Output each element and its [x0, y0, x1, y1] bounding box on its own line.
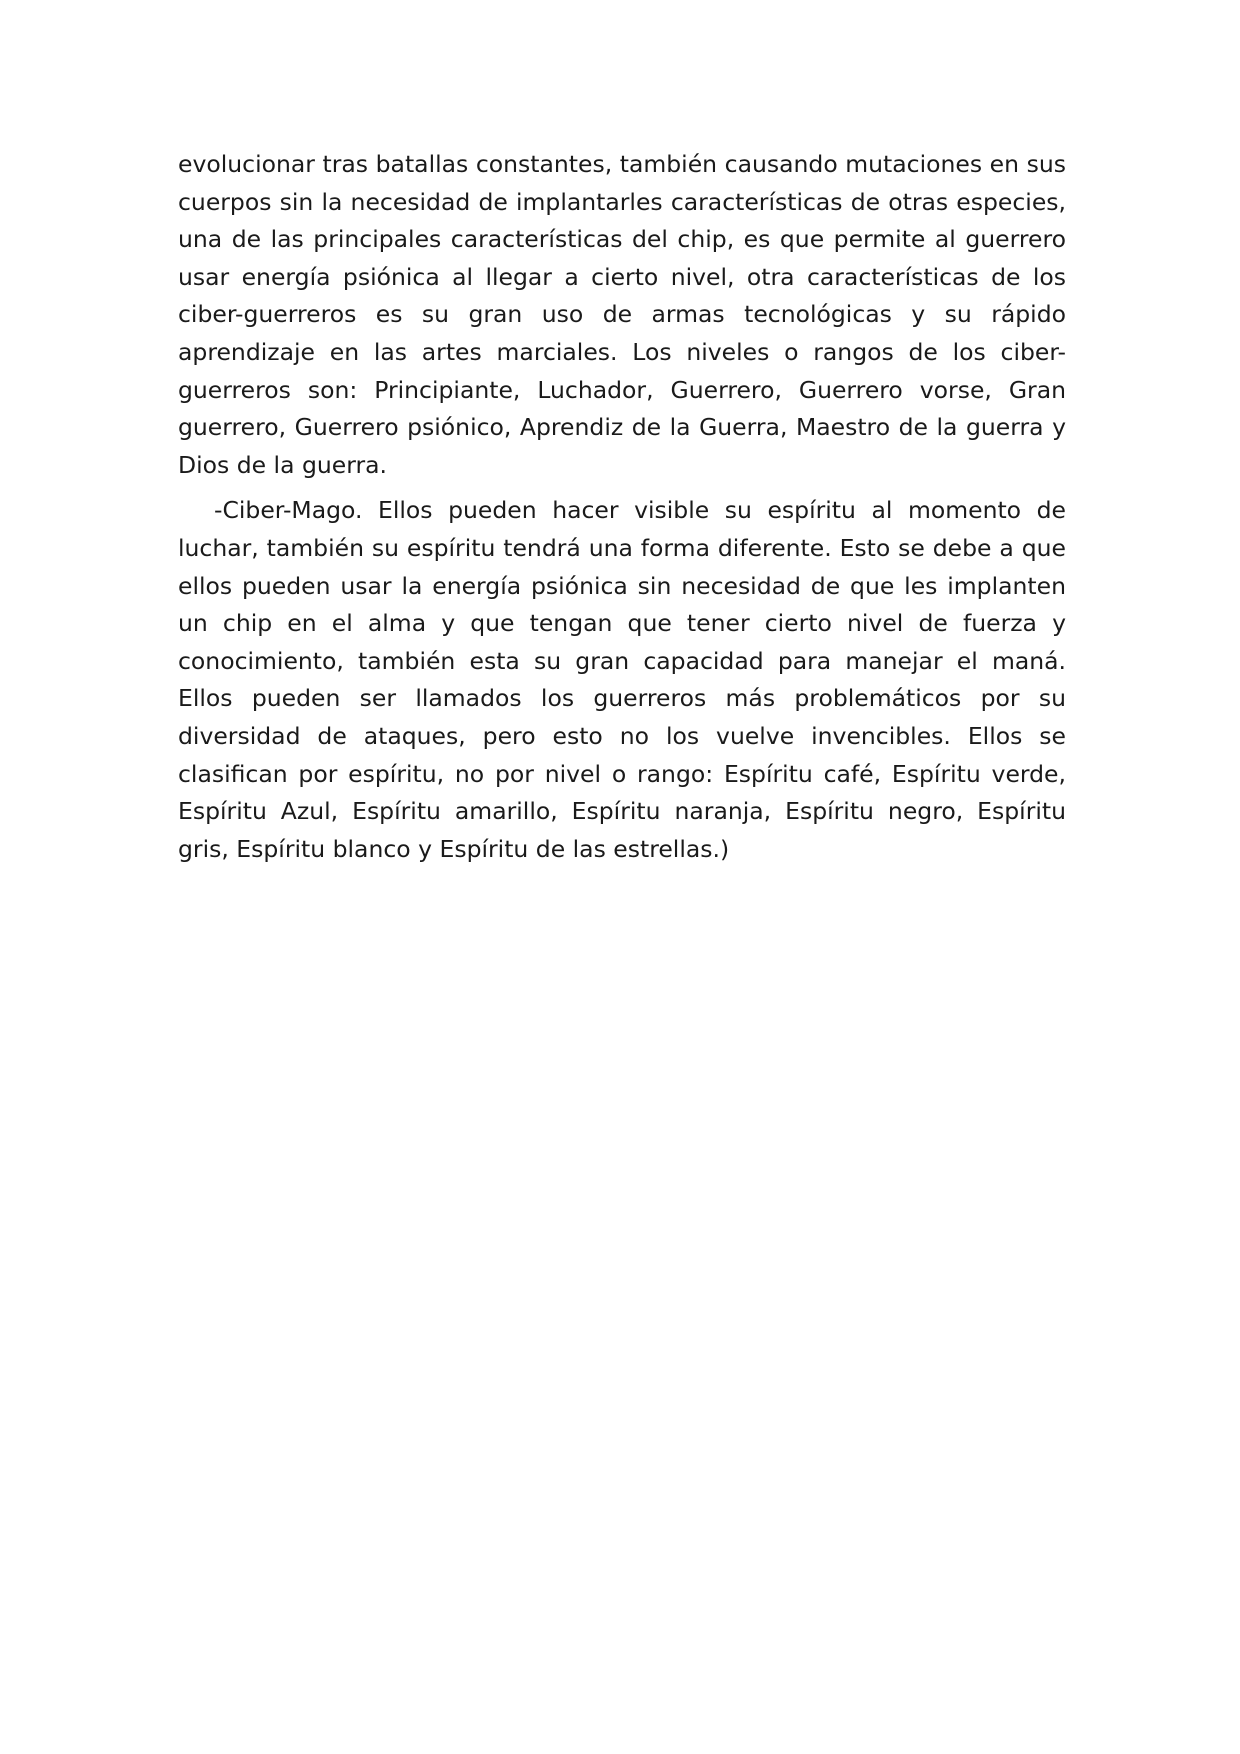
paragraph-ciber-guerreros-continued: evolucionar tras batallas constantes, también causando mutaciones en sus cuerpos sin la necesidad de implantarles características de otras especies, una de las principales características del chip, es que permite al guerrero usar energía psiónica al llegar a cierto nivel, otra características de los ciber-guerreros es su gran uso de armas tecnológicas y su rápido aprendizaje en las artes marciales. Los niveles o rangos de los ciber-guerreros son: Principiante, Luchador, Guerrero, Guerrero vorse, Gran guerrero, Guerrero psiónico, Aprendiz de la Guerra, Maestro de la guerra y Dios de la guerra. [178, 150, 1066, 479]
body-text [178, 146, 1066, 868]
paragraph-ciber-mago: -Ciber-Mago. Ellos pueden hacer visible su espíritu al momento de luchar, también su espíritu tendrá una forma diferente. Esto se debe a que ellos pueden usar la energía psiónica sin necesidad de que les implanten un chip en el alma y que tengan que tener cierto nivel de fuerza y conocimiento, también esta su gran capacidad para manejar el maná. Ellos pueden ser llamados los guerreros más problemáticos por su diversidad de ataques, pero esto no los vuelve invencibles. Ellos se clasifican por espíritu, no por nivel o rango: Espíritu café, Espíritu verde, Espíritu Azul, Espíritu amarillo, Espíritu naranja, Espíritu negro, Espíritu gris, Espíritu blanco y Espíritu de las estrellas.) [178, 496, 1066, 863]
